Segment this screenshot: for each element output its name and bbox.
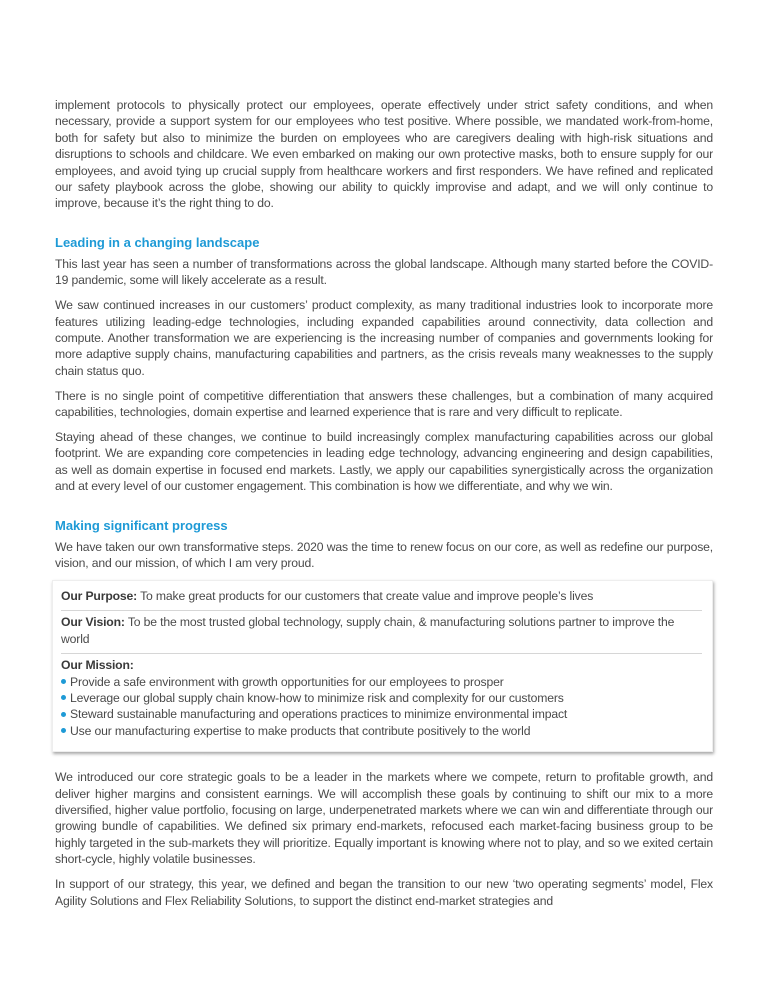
mission-row xyxy=(61,654,702,739)
mission-item-text: Leverage our global supply chain know-how to minimize risk and complexity for our customers xyxy=(70,690,564,705)
document-page xyxy=(55,97,713,917)
paragraph: There is no single point of competitive differentiation that answers these challenges, but a combination of many acquired capabilities, technologies, domain expertise and learned experience that is rare and very difficult to replicate. xyxy=(55,388,713,420)
vision-text: To be the most trusted global technology, supply chain, & manufacturing solutions partner to improve the world xyxy=(61,615,675,646)
vision-label: Our Vision: xyxy=(61,615,125,630)
vision-row xyxy=(61,611,702,654)
list-item xyxy=(61,723,702,739)
list-item xyxy=(61,706,702,722)
purpose-label: Our Purpose: xyxy=(61,588,138,603)
list-item xyxy=(61,674,702,690)
purpose-text: To make great products for our customers that create value and improve people’s lives xyxy=(137,588,594,603)
intro-paragraph: implement protocols to physically protect our employees, operate effectively under strict safety conditions, and when necessary, provide a support system for our employees who test positive. Where possible, we mandated work-from-home, both for safety but also to minimize the burden on employees who are caregivers dealing with high-risk situations and disruptions to schools and childcare. We even embarked on making our own protective masks, both to ensure supply for our employees, and avoid tying up crucial supply from healthcare workers and first responders. We have refined and replicated our safety playbook across the globe, showing our ability to quickly improvise and adapt, and we will only continue to improve, because it’s the right thing to do. xyxy=(55,98,713,211)
section-heading-progress: Making significant progress xyxy=(55,517,228,533)
bullet-icon xyxy=(61,728,66,733)
bullet-icon xyxy=(61,712,66,717)
mission-list xyxy=(61,674,702,740)
purpose-row xyxy=(61,585,702,611)
bullet-icon xyxy=(61,695,66,700)
section-heading-leading: Leading in a changing landscape xyxy=(55,234,260,250)
paragraph: We have taken our own transformative steps. 2020 was the time to renew focus on our core, as well as redefine our purpose, vision, and our mission, of which I am very proud. xyxy=(55,539,713,571)
mission-label: Our Mission: xyxy=(61,658,134,673)
paragraph: In support of our strategy, this year, we defined and began the transition to our new ‘two operating segments’ model, Flex Agility Solutions and Flex Reliability Solutions, to support the distinct end-market strategies and xyxy=(55,877,713,908)
paragraph: This last year has seen a number of transformations across the global landscape. Although many started before the COVID-19 pandemic, some will likely accelerate as a result. xyxy=(55,256,713,288)
mission-item-text: Provide a safe environment with growth opportunities for our employees to prosper xyxy=(70,674,504,689)
bullet-icon xyxy=(61,679,66,684)
mission-item-text: Steward sustainable manufacturing and operations practices to minimize environmental impact xyxy=(70,707,568,722)
list-item xyxy=(61,690,702,706)
purpose-vision-mission-callout xyxy=(52,580,713,752)
mission-item-text: Use our manufacturing expertise to make products that contribute positively to the world xyxy=(70,723,531,738)
paragraph: Staying ahead of these changes, we continue to build increasingly complex manufacturing capabilities across our global footprint. We are expanding core competencies in leading edge technology, advancing engineering and design capabilities, as well as domain expertise in focused end markets. Lastly, we apply our capabilities synergistically across the organization and at every level of our customer engagement. This combination is how we differentiate, and why we win. xyxy=(55,430,713,494)
paragraph: We saw continued increases in our customers’ product complexity, as many traditional industries look to incorporate more features utilizing leading-edge technologies, including expanded capabilities around connectivity, data collection and compute. Another transformation we are experiencing is the increasing number of companies and governments looking for more adaptive supply chains, manufacturing capabilities and partners, as the crisis reveals many weaknesses to the supply chain status quo. xyxy=(55,298,713,378)
paragraph: We introduced our core strategic goals to be a leader in the markets where we compete, return to profitable growth, and deliver higher margins and consistent earnings. We will accomplish these goals by continuing to shift our mix to a more diversified, higher value portfolio, focusing on large, underpenetrated markets where we can win and differentiate through our growing bundle of capabilities. We defined six primary end-markets, refocused each market-facing business group to be highly targeted in the sub-markets they will prioritize. Equally important is knowing where not to play, and so we exited certain short-cycle, highly volatile businesses. xyxy=(55,770,713,867)
